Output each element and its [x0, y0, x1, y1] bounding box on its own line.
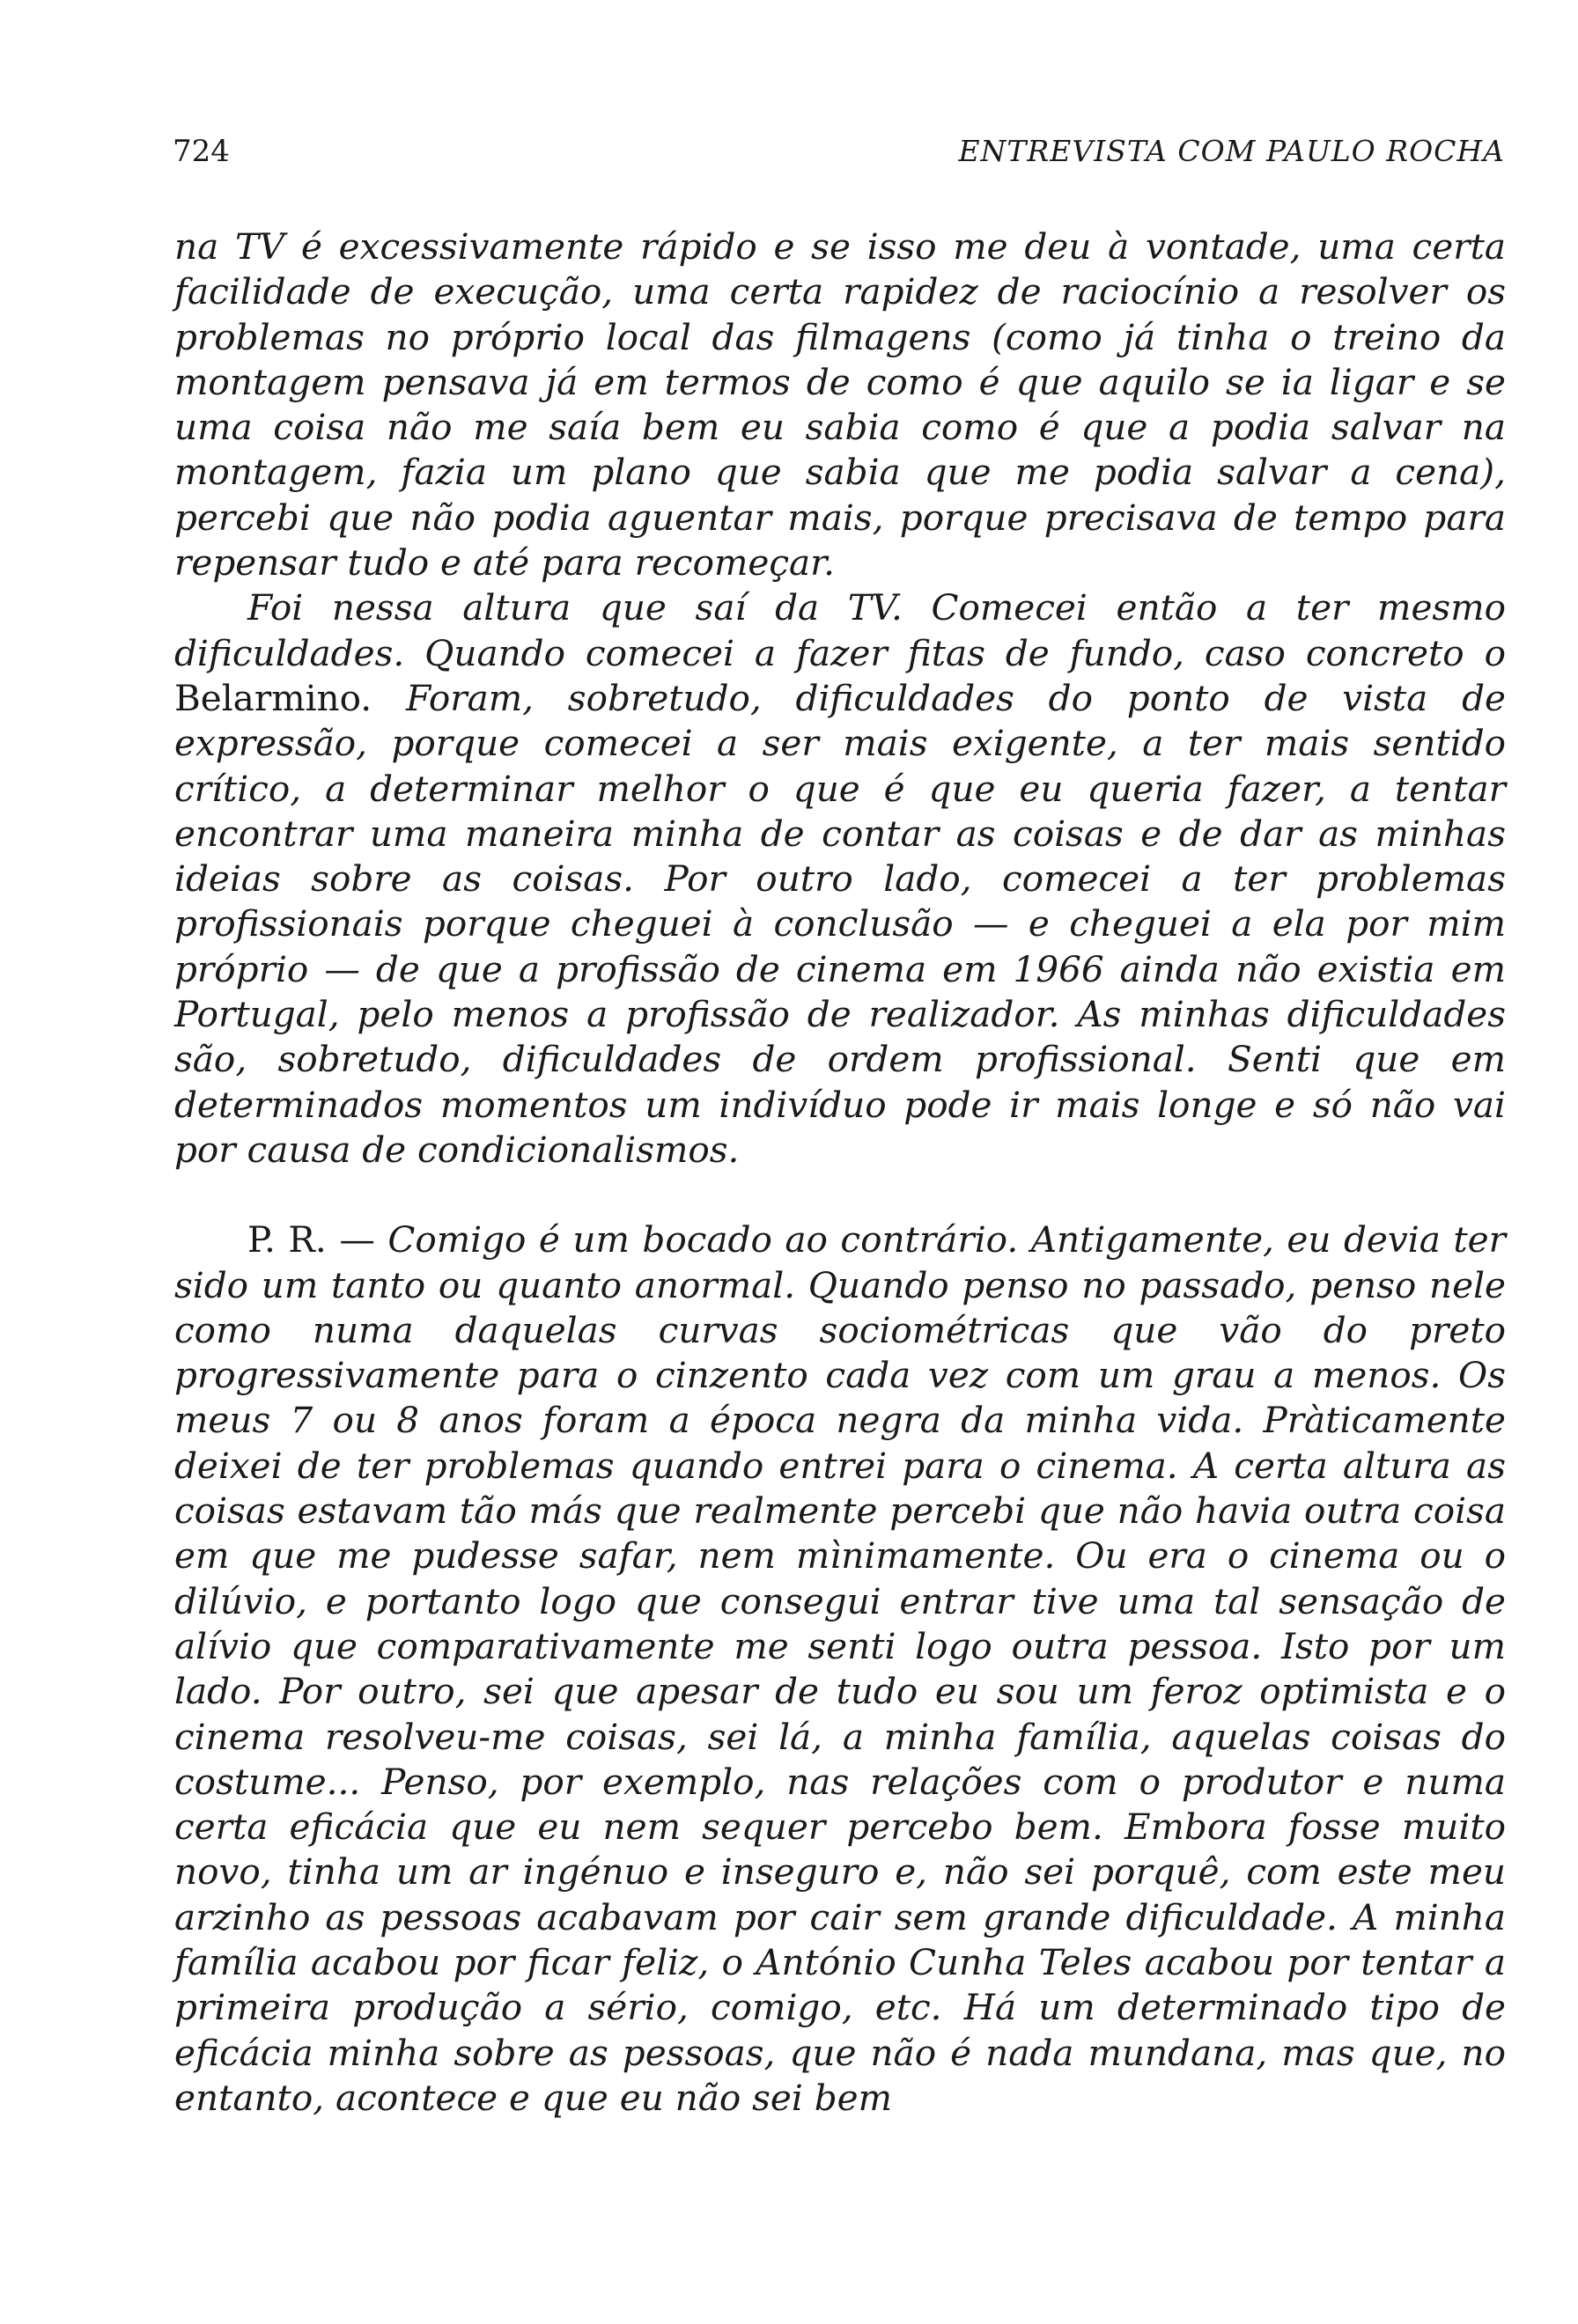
speaker-label: P. R. —	[247, 1218, 388, 1261]
paragraph-2	[174, 585, 1506, 1173]
page-number: 724	[173, 134, 230, 169]
running-head: ENTREVISTA COM PAULO ROCHA	[958, 134, 1505, 168]
paragraph-1	[174, 224, 1506, 585]
page-header	[173, 134, 1505, 178]
body-text	[174, 224, 1506, 2121]
paragraph-3	[174, 1217, 1506, 2121]
text-segment: Comigo é um bocado ao contrário. Antigamente, eu devia ter sido um tanto ou quanto anormal. Quando penso no passado, penso nele como numa daquelas curvas sociométricas que vão do preto progressivamente para o cinzento cada vez com um grau a menos. Os meus 7 ou 8 anos foram a época negra da minha vida. Pràticamente deixei de ter problemas quando entrei para o cinema. A certa altura as coisas estavam tão más que realmente percebi que não havia outra coisa em que me pudesse safar, nem mìnimamente. Ou era o cinema ou o dilúvio, e portanto logo que consegui entrar tive uma tal sensação de alívio que comparativamente me senti logo outra pessoa. Isto por um lado. Por outro, sei que apesar de tudo eu sou um feroz optimista e o cinema resolveu-me coisas, sei lá, a minha família, aquelas coisas do costume... Penso, por exemplo, nas relações com o produtor e numa certa eficácia que eu nem sequer percebo bem. Embora fosse muito novo, tinha um ar ingénuo e inseguro e, não sei porquê, com este meu arzinho as pessoas acabavam por cair sem grande dificuldade. A minha família acabou por ficar feliz, o António Cunha Teles acabou por tentar a primeira produção a sério, comigo, etc. Há um determinado tipo de eficácia minha sobre as pessoas, que não é nada mundana, mas que, no entanto, acontece e que eu não sei bem	[174, 1218, 1506, 2119]
text-segment: Foram, sobretudo, dificuldades do ponto de vista de expressão, porque comecei a ser mais exigente, a ter mais sentido crítico, a determinar melhor o que é que eu queria fazer, a tentar encontrar uma maneira minha de contar as coisas e de dar as minhas ideias sobre as coisas. Por outro lado, comecei a ter problemas profissionais porque cheguei à conclusão — e cheguei a ela por mim próprio — de que a profissão de cinema em 1966 ainda não existia em Portugal, pelo menos a profissão de realizador. As minhas dificuldades são, sobretudo, dificuldades de ordem profissional. Senti que em determinados momentos um indivíduo pode ir mais longe e só não vai por causa de condicionalismos.	[174, 676, 1506, 1171]
film-title: Belarmino.	[174, 676, 372, 719]
text-segment: na TV é excessivamente rápido e se isso me deu à vontade, uma certa facilidade de execução, uma certa rapidez de raciocínio a resolver os problemas no próprio local das filmagens (como já tinha o treino da montagem pensava já em termos de como é que aquilo se ia ligar e se uma coisa não me saía bem eu sabia como é que a podia salvar na montagem, fazia um plano que sabia que me podia salvar a cena), percebi que não podia aguentar mais, porque precisava de tempo para repensar tudo e até para recomeçar.	[174, 225, 1506, 585]
text-segment: Foi nessa altura que saí da TV. Comecei então a ter mesmo dificuldades. Quando comecei a fazer fitas de fundo, caso concreto o	[174, 586, 1506, 674]
